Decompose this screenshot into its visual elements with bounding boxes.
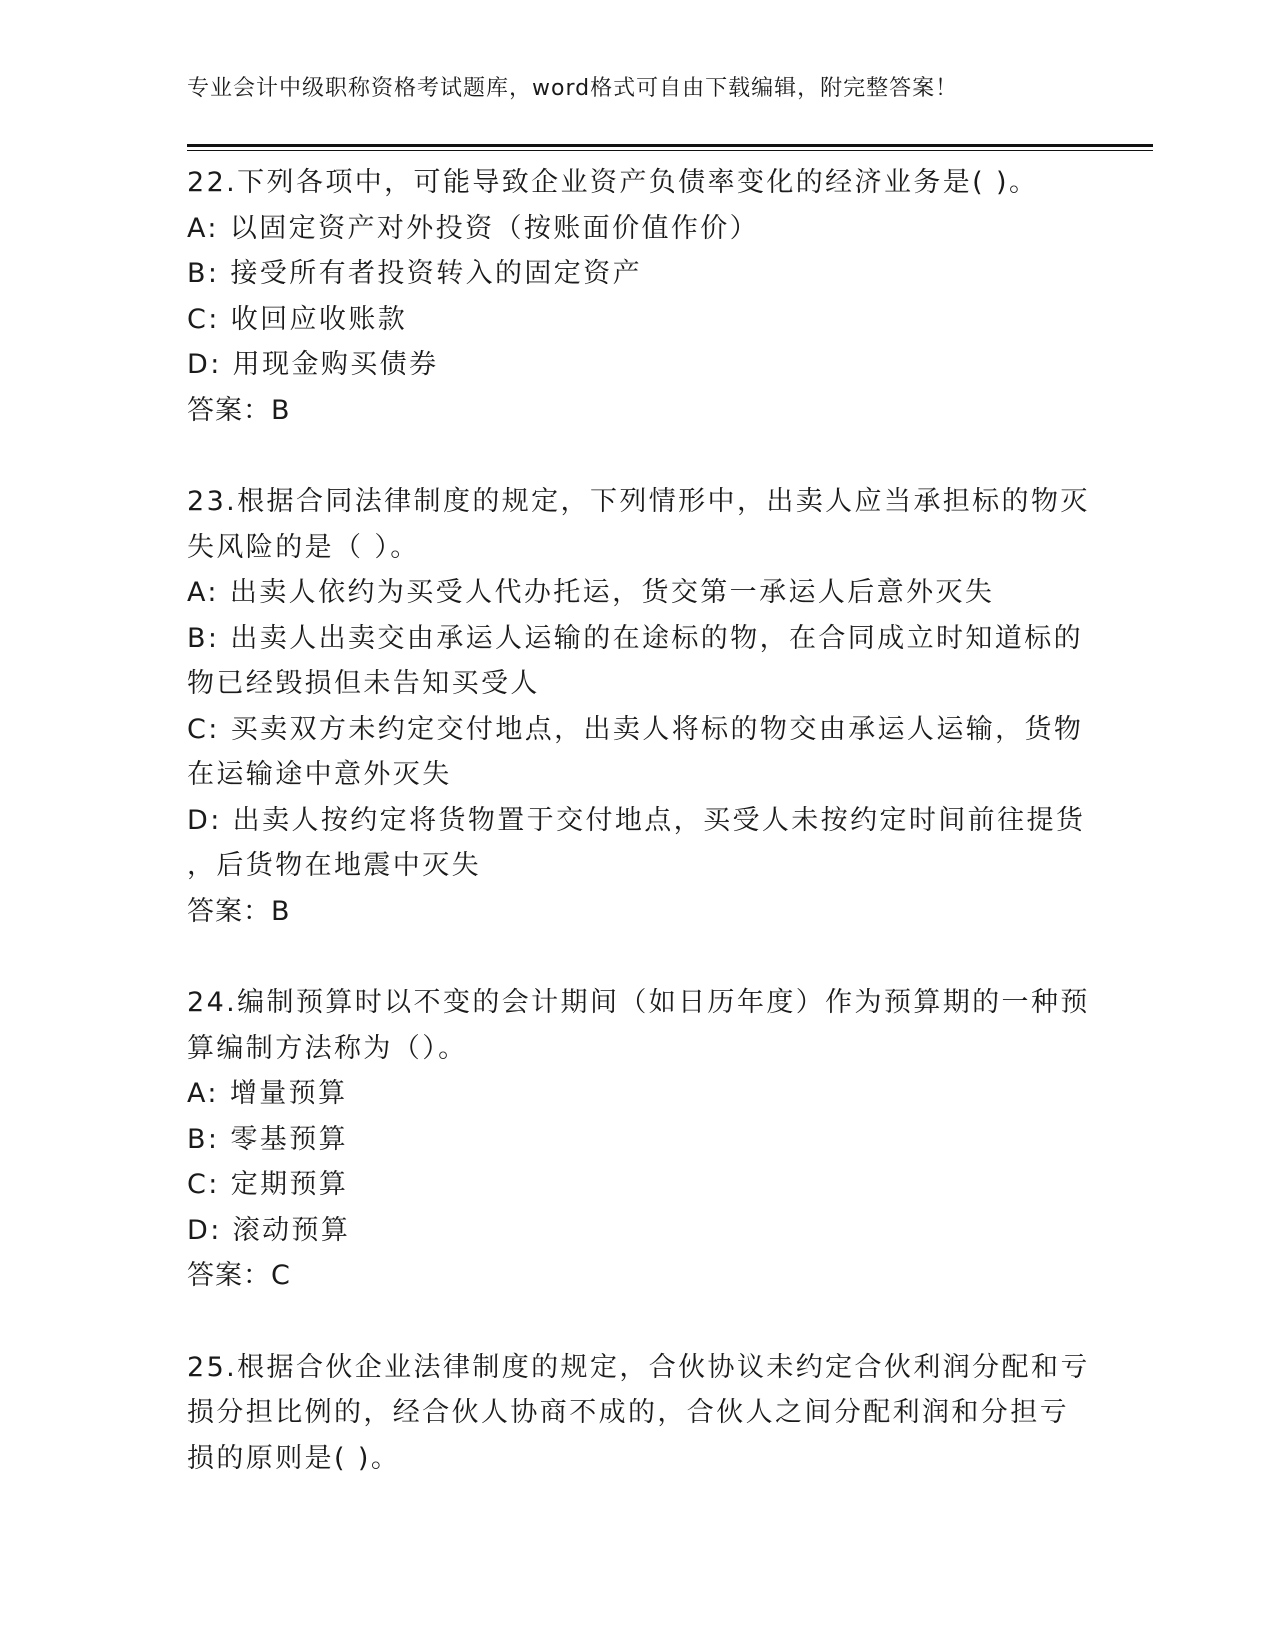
question-2 (187, 479, 1090, 934)
answer-option-line: B: 零基预算 (187, 1123, 349, 1155)
answer-option-line: B: 接受所有者投资转入的固定资产 (187, 258, 643, 289)
answer-option-line: D: 出卖人按约定将货物置于交付地点，买受人未按约定时间前往提货 (187, 804, 1086, 836)
answer-option-line: 在运输途中意外灭失 (187, 759, 452, 790)
answer-option-line: C: 买卖双方未约定交付地点，出卖人将标的物交由承运人运输，货物 (187, 713, 1084, 745)
answer-option-line: C: 收回应收账款 (187, 303, 408, 335)
question-stem-line: 损分担比例的，经合伙人协商不成的，合伙人之间分配利润和分担亏 (187, 1397, 1069, 1428)
question-list (187, 160, 1090, 1527)
question-3 (187, 980, 1090, 1299)
answer-option-line: D: 用现金购买债券 (187, 349, 439, 380)
answer-option-line: B: 出卖人出卖交由承运人运输的在途标的物，在合同成立时知道标的 (187, 622, 1084, 654)
question-1 (187, 160, 1087, 433)
answer-key: 答案：C (187, 1260, 291, 1291)
question-stem-line: 25.根据合伙企业法律制度的规定，合伙协议未约定合伙利润分配和亏 (187, 1351, 1090, 1383)
question-stem-line: 损的原则是( )。 (187, 1442, 401, 1474)
answer-option-line: 物已经毁损但未告知买受人 (187, 668, 540, 699)
answer-key: 答案：B (187, 895, 291, 927)
header-rule-thin (187, 150, 1153, 151)
question-4 (187, 1345, 1090, 1482)
question-stem-line: 24.编制预算时以不变的会计期间（如日历年度）作为预算期的一种预 (187, 987, 1090, 1018)
answer-option-line: A: 出卖人依约为买受人代办托运，货交第一承运人后意外灭失 (187, 577, 995, 608)
answer-key: 答案：B (187, 394, 291, 426)
answer-option-line: A: 以固定资产对外投资（按账面价值作价） (187, 212, 760, 244)
question-stem-line: 22.下列各项中，可能导致企业资产负债率变化的经济业务是( )。 (187, 167, 1039, 198)
answer-option-line: ，后货物在地震中灭失 (187, 850, 481, 881)
question-stem-line: 23.根据合同法律制度的规定，下列情形中，出卖人应当承担标的物灭 (187, 486, 1090, 517)
answer-option-line: C: 定期预算 (187, 1169, 349, 1200)
header-rule-thick (187, 144, 1153, 147)
page-header: 专业会计中级职称资格考试题库，word格式可自由下载编辑，附完整答案！ (187, 76, 959, 101)
question-stem-line: 算编制方法称为（）。 (187, 1032, 468, 1064)
question-stem-line: 失风险的是（ ）。 (187, 531, 420, 563)
answer-option-line: D: 滚动预算 (187, 1214, 351, 1246)
answer-option-line: A: 增量预算 (187, 1078, 348, 1109)
